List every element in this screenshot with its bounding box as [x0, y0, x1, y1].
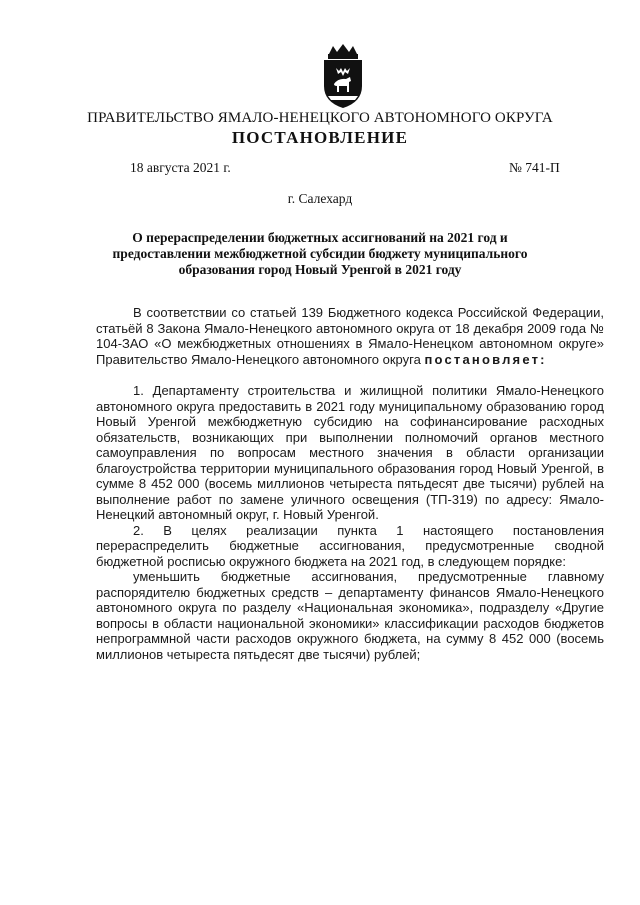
document-title: О перераспределении бюджетных ассигнований на 2021 год и предоставлении межбюджетной субсидии бюджету муниципального образования город Новый Уренгой в 2021 году	[112, 230, 528, 277]
government-name: ПРАВИТЕЛЬСТВО ЯМАЛО-НЕНЕЦКОГО АВТОНОМНОГО ОКРУГА	[87, 110, 553, 126]
item-2-subparagraph: уменьшить бюджетные ассигнования, предусмотренные главному распорядителю бюджетных средств – департаменту финансов Ямало-Ненецкого автономного округа по разделу «Национальная экономика», подразделу «Другие вопросы в области национальной экономики» классификации расходов бюджетов непрограммной части расходов окружного бюджета, на сумму 8 452 000 (восемь миллионов четыреста пятьдесят две тысячи) рублей;	[96, 569, 604, 662]
document-type: ПОСТАНОВЛЕНИЕ	[231, 128, 409, 147]
item-1-paragraph: 1. Департаменту строительства и жилищной политики Ямало-Ненецкого автономного округа предоставить в 2021 году муниципальному образованию город Новый Уренгой межбюджетную субсидию на софинансирование расходных обязательств, возникающих при выполнении полномочий органов местного самоуправления по вопросам местного значения в области организации благоустройства территории муниципального образования город Новый Уренгой, в сумме 8 452 000 (восемь миллионов четыреста пятьдесят две тысячи) рублей на выполнение работ по замене уличного освещения (ТП-319) по адресу: Ямало-Ненецкий автономный округ, г. Новый Уренгой.	[96, 383, 604, 522]
preamble-text: В соответствии со статьей 139 Бюджетного кодекса Российской Федерации, статьёй 8 Закона Ямало-Ненецкого автономного округа от 18 декабря 2009 года № 104-ЗАО «О межбюджетных отношениях в Ямало-Ненецком автономном округе» Правительство Ямало-Ненецкого автономного округа	[96, 305, 604, 367]
coat-of-arms-icon	[318, 44, 368, 110]
document-city: г. Салехард	[287, 191, 353, 206]
preamble-paragraph	[96, 305, 604, 367]
resolves-keyword: постановляет:	[424, 351, 547, 367]
document-number: № 741-П	[509, 160, 560, 175]
item-2-paragraph: 2. В целях реализации пункта 1 настоящего постановления перераспределить бюджетные ассигнования, предусмотренные сводной бюджетной росписью окружного бюджета на 2021 год, в следующем порядке:	[96, 522, 604, 569]
document-body	[96, 305, 604, 662]
document-date: 18 августа 2021 г.	[130, 160, 231, 175]
